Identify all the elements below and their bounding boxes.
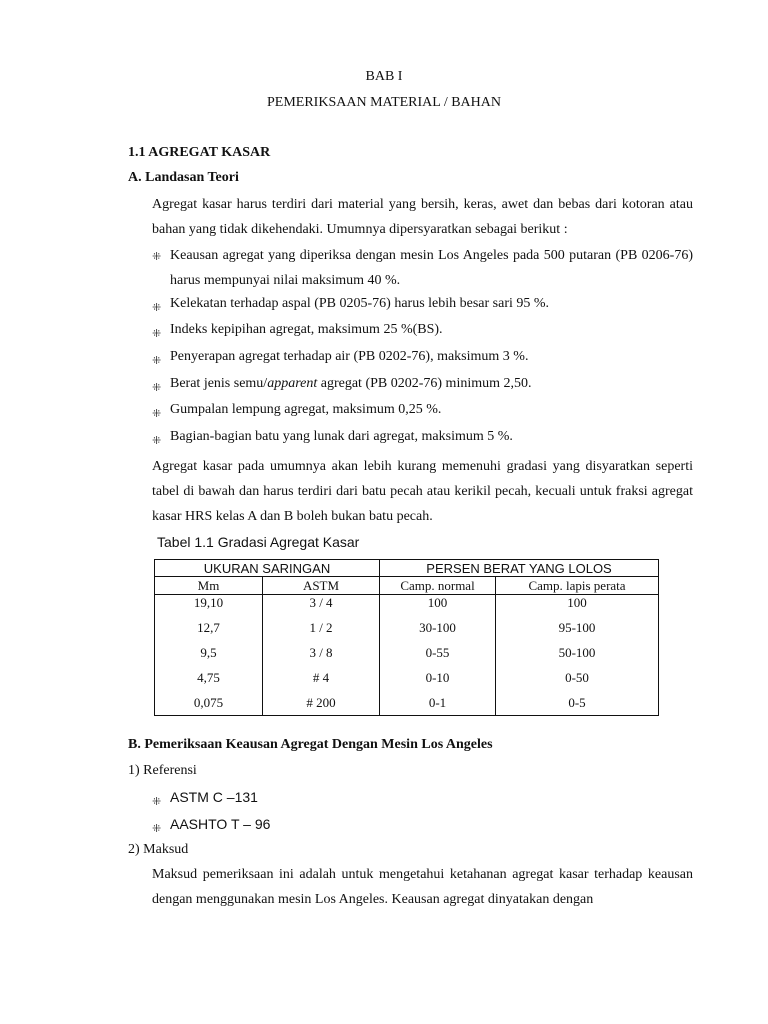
table-cell: # 200 bbox=[263, 690, 380, 716]
table-cell: 30-100 bbox=[380, 615, 496, 640]
maksud-paragraph: Maksud pemeriksaan ini adalah untuk mengetahui ketahanan agregat kasar terhadap keausan dengan menggunakan mesin Los Angeles. Keausan agregat dinyatakan dengan bbox=[152, 867, 693, 907]
subsection-a-heading: A. Landasan Teori bbox=[128, 170, 239, 185]
chapter-number: BAB I bbox=[365, 69, 403, 84]
bullet-item-berat-jenis bbox=[170, 376, 532, 392]
bullet-text-pre: Berat jenis semu/ bbox=[170, 376, 268, 391]
bullet-text-post: agregat (PB 0202-76) minimum 2,50. bbox=[317, 376, 532, 391]
table-cell: 4,75 bbox=[155, 665, 263, 690]
gradation-table bbox=[154, 559, 659, 716]
bullet-text-italic: apparent bbox=[267, 376, 318, 391]
bullet-icon: ⁜ bbox=[152, 302, 162, 314]
group-header-percent: PERSEN BERAT YANG LOLOS bbox=[380, 560, 659, 577]
table-row bbox=[155, 690, 659, 716]
table-cell: 100 bbox=[380, 595, 496, 616]
table-row bbox=[155, 640, 659, 665]
table-cell: 0-5 bbox=[496, 690, 659, 716]
bullet-item: Keausan agregat yang diperiksa dengan mesin Los Angeles pada 500 putaran (PB 0206-76) harus mempunyai nilai maksimum 40 %. bbox=[170, 248, 693, 288]
table-cell: 0-55 bbox=[380, 640, 496, 665]
subsection-b-heading: B. Pemeriksaan Keausan Agregat Dengan Mesin Los Angeles bbox=[128, 737, 493, 752]
table-caption: Tabel 1.1 Gradasi Agregat Kasar bbox=[157, 534, 360, 550]
bullet-item: Gumpalan lempung agregat, maksimum 0,25 %. bbox=[170, 402, 442, 417]
table-cell: # 4 bbox=[263, 665, 380, 690]
table-cell: 100 bbox=[496, 595, 659, 616]
column-header: ASTM bbox=[263, 577, 380, 595]
bullet-icon: ⁜ bbox=[152, 328, 162, 340]
column-header: Camp. normal bbox=[380, 577, 496, 595]
reference-aashto: AASHTO T – 96 bbox=[170, 816, 271, 832]
table-cell: 95-100 bbox=[496, 615, 659, 640]
intro-paragraph: Agregat kasar harus terdiri dari material yang bersih, keras, awet dan bebas dari kotoran atau bahan yang tidak dikehendaki. Umumnya dipersyaratkan sebagai berikut : bbox=[152, 197, 693, 237]
bullet-icon: ⁜ bbox=[152, 796, 162, 808]
table-cell: 0-10 bbox=[380, 665, 496, 690]
group-header-sieve: UKURAN SARINGAN bbox=[155, 560, 380, 577]
table-cell: 0-50 bbox=[496, 665, 659, 690]
section-heading: 1.1 AGREGAT KASAR bbox=[128, 145, 271, 160]
bullet-icon: ⁜ bbox=[152, 382, 162, 394]
table-group-header-row bbox=[155, 560, 659, 577]
table-cell: 0-1 bbox=[380, 690, 496, 716]
chapter-title: PEMERIKSAAN MATERIAL / BAHAN bbox=[267, 95, 501, 110]
table-cell: 0,075 bbox=[155, 690, 263, 716]
bullet-item: Penyerapan agregat terhadap air (PB 0202-76), maksimum 3 %. bbox=[170, 349, 529, 364]
table-column-header-row bbox=[155, 577, 659, 595]
table-cell: 9,5 bbox=[155, 640, 263, 665]
table-cell: 19,10 bbox=[155, 595, 263, 616]
bullet-item: Indeks kepipihan agregat, maksimum 25 %(BS). bbox=[170, 322, 443, 337]
table-row bbox=[155, 615, 659, 640]
table-cell: 50-100 bbox=[496, 640, 659, 665]
bullet-icon: ⁜ bbox=[152, 355, 162, 367]
table-row bbox=[155, 595, 659, 616]
gradation-paragraph: Agregat kasar pada umumnya akan lebih kurang memenuhi gradasi yang disyaratkan seperti tabel di bawah dan harus terdiri dari batu pecah atau kerikil pecah, kecuali untuk fraksi agregat kasar HRS kelas A dan B boleh bukan batu pecah. bbox=[152, 459, 693, 524]
bullet-item: Kelekatan terhadap aspal (PB 0205-76) harus lebih besar sari 95 %. bbox=[170, 296, 550, 311]
table-cell: 12,7 bbox=[155, 615, 263, 640]
table-cell: 1 / 2 bbox=[263, 615, 380, 640]
reference-astm: ASTM C –131 bbox=[170, 789, 258, 805]
bullet-icon: ⁜ bbox=[152, 435, 162, 447]
table-cell: 3 / 4 bbox=[263, 595, 380, 616]
column-header: Mm bbox=[155, 577, 263, 595]
item-referensi-label: 1) Referensi bbox=[128, 763, 197, 778]
bullet-icon: ⁜ bbox=[152, 823, 162, 835]
bullet-icon: ⁜ bbox=[152, 251, 162, 263]
column-header: Camp. lapis perata bbox=[496, 577, 659, 595]
item-maksud-label: 2) Maksud bbox=[128, 842, 189, 857]
table-row bbox=[155, 665, 659, 690]
table-cell: 3 / 8 bbox=[263, 640, 380, 665]
bullet-icon: ⁜ bbox=[152, 408, 162, 420]
bullet-item: Bagian-bagian batu yang lunak dari agregat, maksimum 5 %. bbox=[170, 429, 513, 444]
